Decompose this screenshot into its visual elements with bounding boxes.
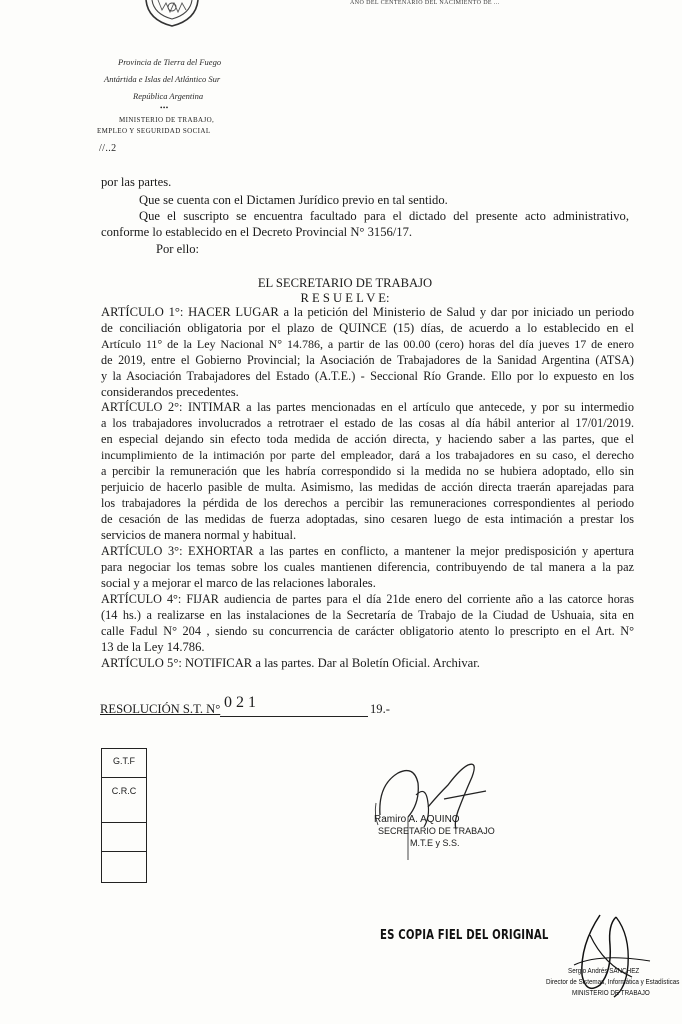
handwritten-signature-director — [560, 905, 660, 1015]
article-line: de cesación de las medidas de fuerza adoptadas, sino cesaren luego de esta intimación a prestar los — [101, 512, 634, 526]
intro-line-3: Que el suscripto se encuentra facultado para el dictado del presente acto administrativo, — [139, 209, 629, 223]
letterhead-dots: ••• — [160, 104, 169, 112]
stamp-cell-crc: C.R.C — [102, 778, 146, 823]
signatory2-title: Director de Sistemas, Informática y Estadísticas — [546, 977, 680, 986]
article-line: ARTÍCULO 1°: HACER LUGAR a la petición del Ministerio de Salud y dar por iniciado un periodo — [101, 305, 634, 319]
intro-line-1: por las partes. — [101, 175, 172, 189]
article-line: ARTÍCULO 4°: FIJAR audiencia de partes para el día 21de enero del corriente año a las catorce horas — [101, 592, 634, 606]
resolution-line — [100, 694, 390, 717]
article-line: ARTÍCULO 3°: EXHORTAR a las partes en conflicto, a mantener la mejor predisposición y apertura — [101, 544, 634, 558]
control-stamp-box — [101, 748, 147, 883]
stamp-cell-empty — [102, 823, 146, 852]
resolution-year: 19.- — [370, 702, 390, 716]
page-continuation-mark: //..2 — [99, 143, 117, 154]
letterhead-ministry-line-2: EMPLEO Y SEGURIDAD SOCIAL — [97, 127, 211, 135]
authority-heading: EL SECRETARIO DE TRABAJO — [257, 276, 433, 290]
resolution-number: 021 — [224, 694, 260, 711]
letterhead-province-line-1: Provincia de Tierra del Fuego — [118, 57, 222, 67]
signatory2-name: Sergio Andrés SANCHEZ — [568, 966, 640, 975]
article-line: los trabajadores la pérdida de los derechos a percibir las remuneraciones correspondientes al periodo — [101, 496, 634, 510]
article-line: de 2019, entre el Gobierno Provincial; la Asociación de Trabajadores de la Sanidad Argentina (ATSA) — [101, 353, 634, 367]
article-line: en especial dejando sin efecto toda medida de acción directa, y haciendo saber a las partes, que el — [101, 432, 634, 446]
intro-line-4: conforme lo establecido en el Decreto Provincial N° 3156/17. — [101, 225, 413, 239]
intro-line-5: Por ello: — [156, 242, 200, 256]
letterhead-province-line-2: Antártida e Islas del Atlántico Sur — [104, 74, 221, 84]
article-line: (14 hs.) a realizarse en las instalaciones de la Secretaría de Trabajo de la Ciudad de Ushuaia, sita en — [101, 608, 634, 622]
article-line: de conciliación obligatoria por el plazo de QUINCE (15) días, de acuerdo a lo establecido en el — [101, 321, 634, 335]
article-line: social y a mejorar el marco de las relaciones laborales. — [101, 576, 376, 590]
stamp-cell-empty — [102, 852, 146, 882]
signatory-org: M.T.E y S.S. — [410, 838, 460, 848]
article-line: calle Fadul N° 204 , siendo su concurrencia de carácter obligatorio atento lo prescripto en el Art. N° — [101, 624, 634, 638]
resolution-label: RESOLUCIÓN S.T. N° — [100, 702, 221, 716]
resolves-heading: R E S U E L V E: — [300, 291, 390, 305]
article-line: incumplimiento de la intimación por parte del empleador, dará a los trabajadores en su caso, el derecho — [101, 448, 634, 462]
article-line: ARTÍCULO 5°: NOTIFICAR a las partes. Dar al Boletín Oficial. Archivar. — [101, 656, 480, 670]
article-line: a los trabajadores involucrados a retrotraer el estado de las cosas al día hábil anterior al 17/01/2019. — [101, 416, 634, 430]
letterhead-ministry-line-1: MINISTERIO DE TRABAJO, — [119, 116, 215, 124]
article-line: Artículo 11° de la Ley Nacional N° 14.786, a partir de las 00.00 (cero) horas del día jueves 17 de enero — [101, 337, 634, 351]
signatory-title: SECRETARIO DE TRABAJO — [378, 826, 495, 836]
signatory-name: Ramiro A. AQUINO — [374, 814, 460, 825]
article-line: para negociar los temas sobre los cuales mantienen diferencia, contribuyendo de tal manera a la paz — [101, 560, 634, 574]
article-line: considerandos precedentes. — [101, 385, 239, 399]
letterhead-banner: AÑO DEL CENTENARIO DEL NACIMIENTO DE ... — [350, 0, 500, 6]
article-line: servicios de manera normal y habitual. — [101, 528, 297, 542]
stamp-cell-gtf: G.T.F — [102, 749, 146, 778]
article-line: a percibir la remuneración que les habría correspondido si la medida no se hubiera adoptado, ello sin — [101, 464, 634, 478]
resolution-number-underline — [220, 716, 368, 717]
article-line: 13 de la Ley 14.786. — [101, 640, 205, 654]
article-line: ARTÍCULO 2°: INTIMAR a las partes mencionadas en el artículo que antecede, y por su intermedio — [101, 400, 634, 414]
signatory2-org: MINISTERIO DE TRABAJO — [572, 988, 650, 997]
letterhead-province-line-3: República Argentina — [133, 91, 204, 101]
intro-line-2: Que se cuenta con el Dictamen Jurídico previo en tal sentido. — [139, 193, 448, 207]
certified-copy-stamp: ES COPIA FIEL DEL ORIGINAL — [380, 928, 549, 943]
article-line: perjuicio de hacerlo pasible de multa. Asimismo, las medidas de acción directa traerán aparejadas para — [101, 480, 634, 494]
coat-of-arms-emblem — [140, 0, 204, 28]
article-line: y la Asociación Trabajadores del Estado (A.T.E.) - Seccional Río Grande. Ello por lo expuesto en los — [101, 369, 634, 383]
